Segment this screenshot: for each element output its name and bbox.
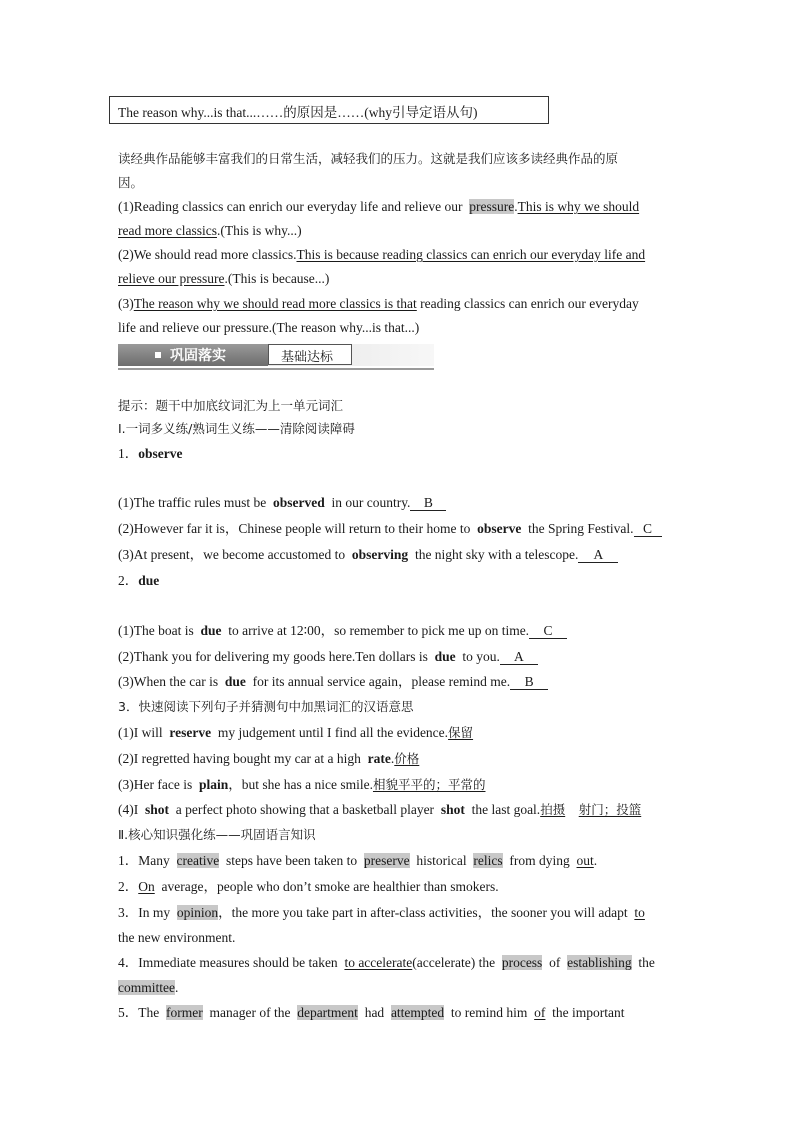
highlight-word: attempted [390,1005,445,1020]
core-item-3 [118,904,645,922]
text: (2)However far it is，Chinese people will return to their home to [118,521,471,536]
section-banner [118,344,434,370]
answer-blank: B [410,495,446,511]
answer: 拍摄 [540,802,566,817]
example-1 [118,198,639,216]
text: the [638,955,655,970]
highlight-word: former [166,1005,203,1020]
text: to you. [462,649,500,664]
keyword: due [224,674,246,689]
text: historical [416,853,467,868]
core-item-4-cont [118,979,178,997]
headword: due [138,573,160,588]
answer: 保留 [448,725,474,740]
text: the night sky with a telescope. [414,547,579,562]
text: 1．Many [118,853,170,868]
text: to remind him [450,1005,528,1020]
keyword: rate [367,751,391,766]
text: . [390,751,395,766]
highlight-word: pressure [469,199,515,214]
keyword: due [200,623,222,638]
text: ，but she has a nice smile. [228,777,373,792]
text: 3．In my [118,905,171,920]
underlined-answer: relieve our pressure [118,271,225,286]
text: the last goal. [471,802,541,817]
highlight-word: department [297,1005,358,1020]
text: .(This is because...) [224,271,330,286]
text: from dying [509,853,570,868]
answer: 射门；投篮 [578,802,642,817]
underlined-answer: to accelerate [344,955,413,970]
text: ，the more you take part in after-class activities，the sooner you will adapt [218,905,628,920]
word-1-heading [118,445,183,463]
keyword: shot [145,802,170,817]
text: (3)At present，we become accustomed to [118,547,346,562]
text: (3)When the car is [118,674,219,689]
text: . [514,199,518,214]
answer-blank: C [529,623,567,639]
text: (3) [118,296,134,311]
square-bullet-icon [155,352,161,358]
core-item-4 [118,954,655,972]
w1-sentence-2 [118,520,662,538]
text: a perfect photo showing that a basketball player [175,802,435,817]
answer-blank: B [510,674,548,690]
intro-chinese-line1: 读经典作品能够丰富我们的日常生活，减轻我们的压力。这就是我们应该多读经典作品的原 [118,151,619,166]
highlight-word: establishing [567,955,632,970]
underlined-answer: out [576,853,594,868]
text: to arrive at 12∶00，so remember to pick me up on time. [228,623,530,638]
banner-tab-label: 基础达标 [281,350,334,365]
highlight-word: preserve [363,853,410,868]
w1-sentence-1 [118,494,446,512]
answer: 价格 [394,751,420,766]
text: (3)Her face is [118,777,193,792]
text: .(This is why...) [216,223,302,238]
text: (accelerate) the [412,955,496,970]
core-item-1 [118,852,597,870]
text: . [174,980,179,995]
underlined-answer: This is why we should [517,199,640,214]
q3-sentence-1 [118,724,473,742]
word-2-heading [118,572,159,590]
highlight-word: creative [176,853,220,868]
text: average，people who don’t smoke are healthier than smokers. [161,879,499,894]
text: the important [552,1005,625,1020]
hint: 提示：题干中加底纹词汇为上一单元词汇 [118,398,344,413]
text: for its annual service again，please remind me. [252,674,511,689]
answer-blank: A [578,547,618,563]
underlined-answer: of [534,1005,546,1020]
text: (1)Reading classics can enrich our everyday life and relieve our [118,199,463,214]
underlined-answer: to [634,905,645,920]
keyword: observe [477,521,522,536]
example-2-cont [118,270,329,288]
w2-sentence-1 [118,622,567,640]
section-2-heading: Ⅱ.核心知识强化练——巩固语言知识 [118,827,316,842]
highlight-word: process [501,955,543,970]
answer-blank: A [500,649,538,665]
text: 2． [118,879,139,894]
q3-heading: 3．快速阅读下列句子并猜测句中加黑词汇的汉语意思 [118,699,414,714]
banner-rule [118,368,434,370]
banner-title-bar [118,344,268,366]
text: (2)I regretted having bought my car at a high [118,751,361,766]
number: 2． [118,573,139,588]
text: (4)I [118,802,139,817]
text: 5．The [118,1005,160,1020]
text: reading classics can enrich our everyday [416,296,639,311]
number: 1． [118,446,139,461]
answer-blank: C [634,521,662,537]
core-item-5 [118,1004,625,1022]
text: 4．Immediate measures should be taken [118,955,338,970]
intro-chinese-line2: 因。 [118,175,144,190]
banner-tab [268,344,352,365]
answer: 相貌平平的；平常的 [372,777,486,792]
w2-sentence-3 [118,673,548,691]
text: my judgement until I find all the evidence. [217,725,449,740]
underlined-answer: On [138,879,155,894]
keyword: observing [351,547,409,562]
keyword: due [434,649,456,664]
highlight-word: relics [473,853,503,868]
highlight-word: committee [118,980,175,995]
text: . [593,853,598,868]
text: steps have been taken to [225,853,358,868]
text: (2)We should read more classics. [118,247,297,262]
w2-sentence-2 [118,648,538,666]
core-item-2 [118,878,499,896]
keyword: reserve [169,725,212,740]
text: (2)Thank you for delivering my goods here.Ten dollars is [118,649,428,664]
keyword: plain [198,777,229,792]
text: (1)I will [118,725,163,740]
keyword: shot [440,802,465,817]
example-3-cont: life and relieve our pressure.(The reason why...is that...) [118,320,420,335]
w1-sentence-3 [118,546,618,564]
underlined-answer: This is because reading classics can enrich our everyday life and [296,247,646,262]
underlined-answer: read more classics [118,223,217,238]
q3-sentence-3 [118,776,485,794]
formula-box [109,96,549,124]
q3-sentence-2 [118,750,419,768]
text: (1)The traffic rules must be [118,495,267,510]
formula-text: The reason why...is that...……的原因是……(why引导定语从句) [118,105,478,120]
headword: observe [138,446,183,461]
text: had [364,1005,385,1020]
text: in our country. [331,495,411,510]
underlined-answer: The reason why we should read more classics is that [133,296,417,311]
text: of [549,955,561,970]
example-2 [118,246,645,264]
example-1-cont [118,222,302,240]
text: (1)The boat is [118,623,194,638]
highlight-word: opinion [176,905,219,920]
banner-title: 巩固落实 [170,348,226,364]
q3-sentence-4 [118,801,641,819]
core-item-3-cont: the new environment. [118,930,236,945]
text: manager of the [209,1005,291,1020]
example-3 [118,295,639,313]
keyword: observed [272,495,325,510]
section-1-heading: Ⅰ.一词多义练/熟词生义练——清除阅读障碍 [118,421,355,436]
text: the Spring Festival. [528,521,634,536]
